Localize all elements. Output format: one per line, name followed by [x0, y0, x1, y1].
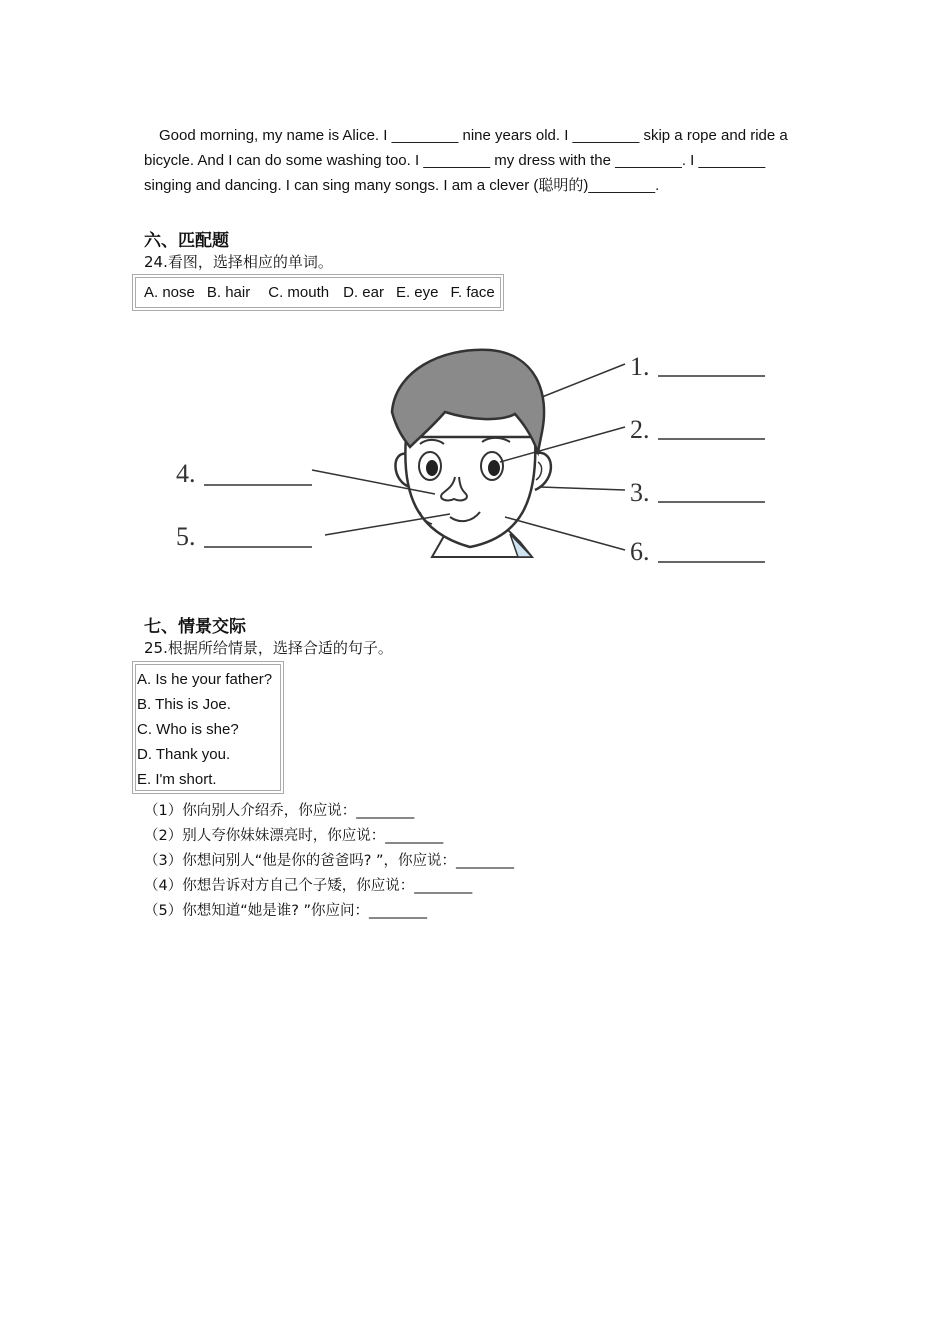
figure-label-1: 1. — [630, 352, 650, 381]
right-pupil — [488, 460, 500, 476]
figure-label-4: 4. — [176, 459, 196, 488]
figure-label-2: 2. — [630, 415, 650, 444]
sentence-options — [132, 661, 284, 794]
sentence-option: C. Who is she? — [137, 721, 239, 738]
word-option: A. nose — [144, 284, 195, 301]
scenario-5: （5）你想知道“她是谁? ”你应问：________ — [144, 903, 428, 919]
figure-label-3: 3. — [630, 478, 650, 507]
passage-line-3: singing and dancing. I can sing many songs. I am a clever (聪明的)________. — [144, 177, 660, 194]
word-option: C. mouth — [268, 284, 330, 301]
word-bank — [132, 274, 504, 311]
figure-label-5: 5. — [176, 522, 196, 551]
figure-label-6: 6. — [630, 537, 650, 566]
sentence-option: D. Thank you. — [137, 746, 231, 763]
left-pupil — [426, 460, 438, 476]
word-option: B. hair — [206, 284, 251, 301]
question-25: 25.根据所给情景，选择合适的句子。 — [144, 639, 393, 657]
sentence-option: A. Is he your father? — [137, 671, 273, 688]
pointer-line-1 — [542, 364, 625, 397]
sentence-option: B. This is Joe. — [137, 696, 231, 713]
scenario-3: （3）你想问别人“他是你的爸爸吗? ”，你应说：________ — [144, 853, 515, 869]
question-24: 24.看图，选择相应的单词。 — [144, 253, 333, 271]
scenario-1: （1）你向别人介绍乔，你应说：________ — [144, 803, 415, 819]
section-6-title: 六、匹配题 — [144, 231, 229, 251]
pointer-line-3 — [540, 487, 625, 490]
face-diagram — [170, 342, 770, 570]
scenario-2: （2）别人夸你妹妹漂亮时，你应说：________ — [144, 828, 444, 844]
scenario-4: （4）你想告诉对方自己个子矮，你应说：________ — [144, 878, 473, 894]
word-option: F. face — [450, 284, 495, 301]
sentence-option: E. I'm short. — [137, 771, 217, 788]
passage-line-1: Good morning, my name is Alice. I ________ nine years old. I ________ skip a rope and ride a — [159, 127, 788, 144]
word-option: E. eye — [395, 284, 439, 301]
face-illustration — [170, 342, 770, 570]
passage-line-2: bicycle. And I can do some washing too. I ________ my dress with the ________. I ________ — [144, 152, 766, 169]
word-option: D. ear — [343, 284, 384, 301]
passage — [144, 123, 804, 198]
section-7-title: 七、情景交际 — [144, 617, 246, 637]
